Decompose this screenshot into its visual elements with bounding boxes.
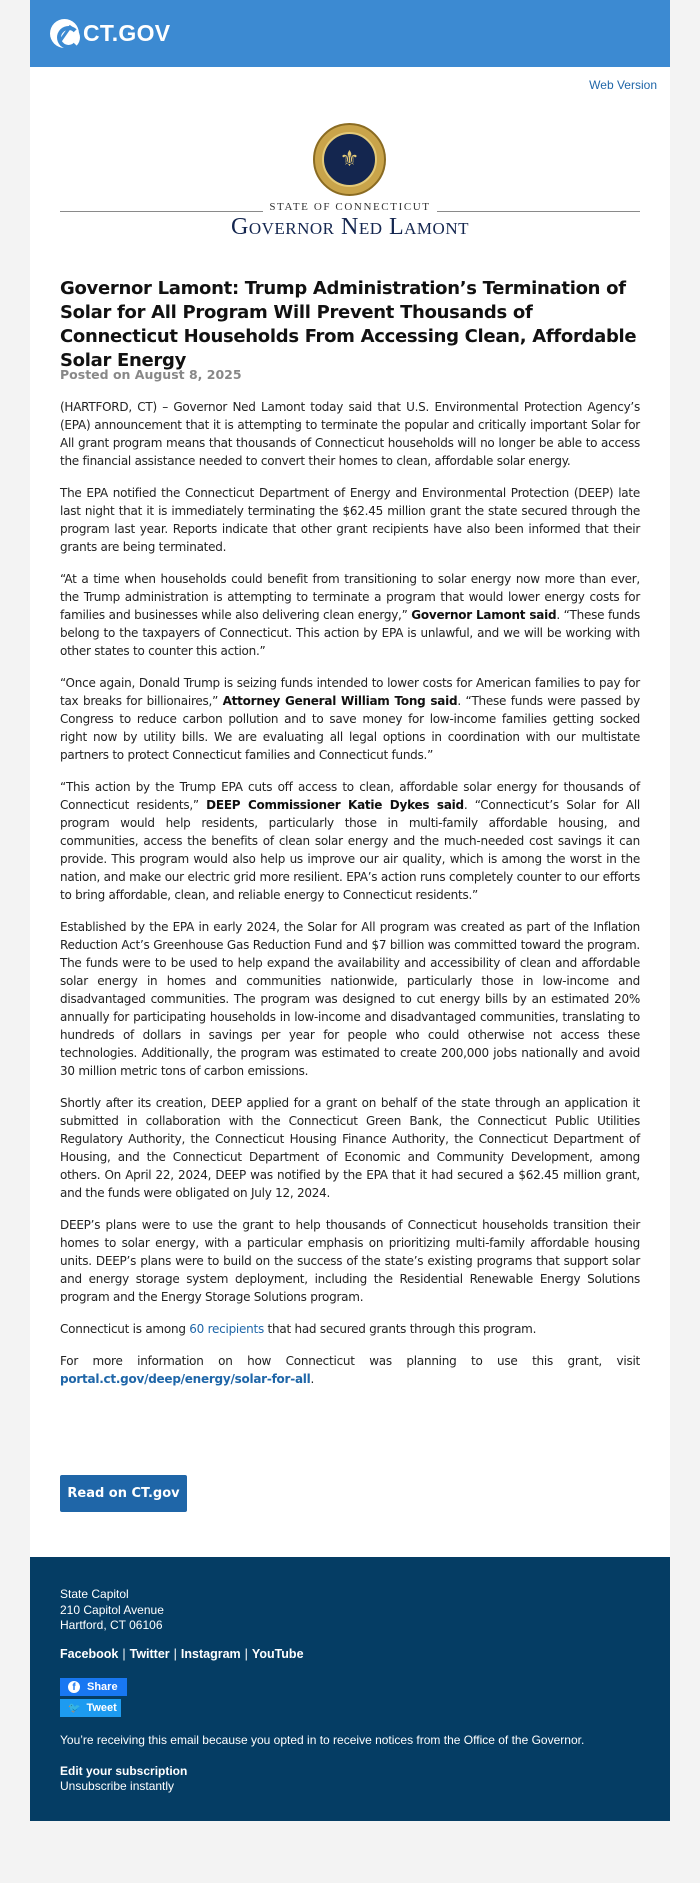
paragraph: DEEP’s plans were to use the grant to help thousands of Connecticut households transition their homes to solar energy, with a particular emphasis on prioritizing multi-family affordable housing units. DEEP’s plans were to build on the success of the state’s existing programs that support solar and energy storage system deployment, including the Residential Renewable Energy Solutions program and the Energy Storage Solutions program. (60, 1218, 640, 1304)
paragraph: “This action by the Trump EPA cuts off access to clean, affordable solar energy for thousands of Connecticut residents,” DEEP Commissioner Katie Dykes said. “Connecticut’s Solar for All program would help residents, particularly those in multi-family affordable housing, and communities, access the benefits of clean solar energy and the much-needed cost savings it can provide. This program would also help us improve our air quality, which is among the worst in the nation, and make our electric grid more resilient. EPA’s action runs completely counter to our efforts to bring affordable, clean, and reliable energy to Connecticut residents.” (60, 780, 640, 902)
paragraph: “Once again, Donald Trump is seizing funds intended to lower costs for American families to pay for tax breaks for billionaires,” Attorney General William Tong said. “These funds were passed by Congress to reduce carbon pollution and to save money for low-income families getting socked right now by utility bills. We are evaluating all legal options in coordination with our multistate partners to protect Connecticut families and Connecticut funds.” (60, 676, 640, 762)
solar-for-all-link[interactable]: portal.ct.gov/deep/energy/solar-for-all (60, 1372, 311, 1386)
speaker-name: Governor Lamont said (411, 608, 557, 622)
governor-name: Governor Ned Lamont (231, 214, 469, 240)
state-label: STATE OF CONNECTICUT (30, 201, 670, 213)
posted-date: Posted on August 8, 2025 (60, 367, 242, 382)
paragraph: Established by the EPA in early 2024, the Solar for All program was created as part of the Inflation Reduction Act’s Greenhouse Gas Reduction Fund and $7 billion was committed toward the program. The funds were to be used to help expand the availability and accessibility of clean and affordable solar energy in homes and communities nationwide, particularly those in low-income and disadvantaged communities. The program was designed to cut energy bills by an estimated 20% annually for participating households in low-income and disadvantaged communities, translating to hundreds of dollars in savings per year for people who could otherwise not access these technologies. Additionally, the program was estimated to create 200,000 jobs nationally and avoid 30 million metric tons of carbon emissions. (60, 920, 640, 1078)
facebook-link[interactable]: Facebook (60, 1647, 119, 1661)
subscription-notice: You’re receiving this email because you opted in to receive notices from the Office of the Governor. (60, 1733, 585, 1747)
instagram-link[interactable]: Instagram (180, 1647, 241, 1661)
tweet-button[interactable]: 🐦 Tweet (60, 1699, 121, 1717)
footer-address: State Capitol 210 Capitol Avenue Hartford, CT 06106 (60, 1587, 164, 1632)
facebook-icon: f (68, 1681, 80, 1693)
paragraph: For more information on how Connecticut was planning to use this grant, visit portal.ct.gov/deep/energy/solar-for-all. (60, 1354, 640, 1386)
twitter-bird-icon: 🐦 (68, 1702, 81, 1714)
paragraph: Connecticut is among 60 recipients that had secured grants through this program. (60, 1322, 537, 1336)
read-on-ctgov-button[interactable]: Read on CT.gov (60, 1475, 187, 1512)
top-banner (30, 0, 670, 67)
email-container (30, 0, 670, 1821)
social-links: Facebook | Twitter | Instagram | YouTube (60, 1647, 304, 1661)
seal-shield-icon: ⚜ (322, 132, 377, 187)
speaker-name: Attorney General William Tong said (222, 694, 458, 708)
ct-logo-icon[interactable] (50, 19, 79, 48)
unsubscribe-link[interactable]: Unsubscribe instantly (60, 1779, 175, 1793)
youtube-link[interactable]: YouTube (251, 1647, 304, 1661)
state-seal-icon (313, 123, 386, 196)
twitter-link[interactable]: Twitter (129, 1647, 170, 1661)
paragraph: (HARTFORD, CT) – Governor Ned Lamont today said that U.S. Environmental Protection Agency’s (EPA) announcement that it is attempting to terminate the popular and critically important Solar for All grant program means that thousands of Connecticut households will no longer be able to access the financial assistance needed to convert their homes to clean, affordable solar energy. (60, 400, 640, 468)
facebook-share-button[interactable]: f Share (60, 1678, 127, 1696)
web-version-link[interactable]: Web Version (589, 78, 657, 92)
footer (30, 1557, 670, 1821)
paragraph: Shortly after its creation, DEEP applied for a grant on behalf of the state through an application it submitted in collaboration with the Connecticut Green Bank, the Connecticut Public Utilities Regulatory Authority, the Connecticut Housing Finance Authority, the Connecticut Department of Housing, and the Connecticut Department of Economic and Community Development, among others. On April 22, 2024, DEEP was notified by the EPA that it had secured a $62.45 million grant, and the funds were obligated on July 12, 2024. (60, 1096, 640, 1200)
paragraph: The EPA notified the Connecticut Department of Energy and Environmental Protection (DEEP) late last night that it is immediately terminating the $62.45 million grant the state secured through the program last year. Reports indicate that other grant recipients have also been informed that their grants are being terminated. (60, 486, 640, 554)
edit-subscription-link[interactable]: Edit your subscription (60, 1764, 188, 1778)
speaker-name: DEEP Commissioner Katie Dykes said (206, 798, 464, 812)
logo-text[interactable]: CT.GOV (83, 20, 171, 46)
article-headline: Governor Lamont: Trump Administration’s Termination of Solar for All Program Will Prevent Thousands of Connecticut Households From Accessing Clean, Affordable Solar Energy (60, 278, 637, 371)
article-body (60, 398, 640, 1402)
recipients-link[interactable]: 60 recipients (189, 1322, 264, 1336)
paragraph: “At a time when households could benefit from transitioning to solar energy now more than ever, the Trump administration is attempting to terminate a program that would lower energy costs for families and businesses while also delivering clean energy,” Governor Lamont said. “These funds belong to the taxpayers of Connecticut. This action by EPA is unlawful, and we will be working with other states to counter this action.” (60, 572, 641, 658)
